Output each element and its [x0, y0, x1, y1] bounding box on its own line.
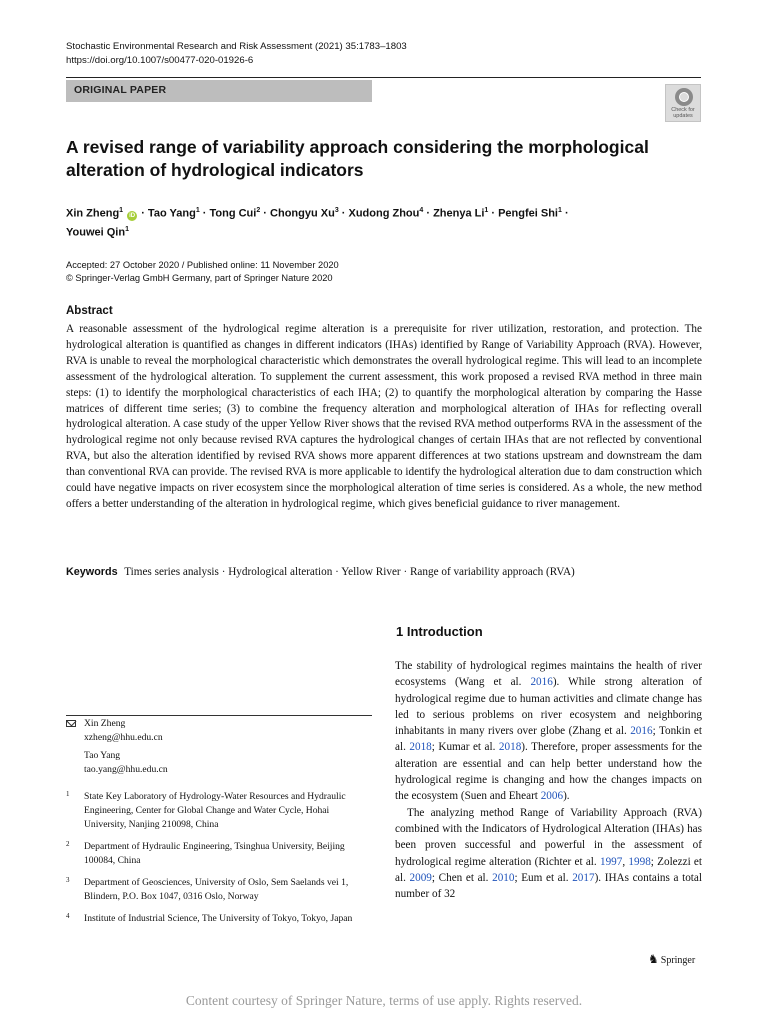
- keywords-text: Times series analysis · Hydrological alteration · Yellow River · Range of variability approach (RVA): [124, 566, 575, 578]
- author-separator: ·: [423, 207, 434, 220]
- citation-link[interactable]: 2018: [498, 741, 522, 754]
- citation-link[interactable]: 2018: [409, 741, 432, 754]
- author-affiliation-number: 1: [125, 225, 129, 233]
- author-name[interactable]: Tong Cui: [209, 207, 257, 220]
- paragraph-text: ; Eum et al.: [514, 871, 573, 884]
- citation-link[interactable]: 1998: [628, 855, 651, 868]
- paragraph-text: The analyzing method Range of Variability Approach (RVA) combined with the Indicators of Hydrological Alteration (IHAs) has been proven successful and powerful in the assessment of hydrological regime alteration (Richter et al.: [395, 806, 702, 868]
- affiliation-number: 2: [66, 840, 70, 848]
- springer-horse-icon: ♞: [648, 952, 659, 966]
- affiliation-text: Institute of Industrial Science, The University of Tokyo, Tokyo, Japan: [84, 913, 353, 924]
- paper-type-banner: [66, 80, 372, 102]
- author-name[interactable]: Xin Zheng: [66, 207, 120, 220]
- keywords-label: Keywords: [66, 566, 118, 578]
- header-rule: [66, 77, 701, 78]
- abstract-text: A reasonable assessment of the hydrological regime alteration is a prerequisite for river utilization, restoration, and protection. The hydrological alteration is quantified as changes in different indicators (IHAs) identified by Range of Variability Approach (RVA). However, RVA is unable to reveal the morphological characteristic which demonstrates the overall hydrological regime. This will lead to an incomplete assessment of the hydrological alteration. To supplement the current assessment, this work proposed a revised RVA method in three main steps: (1) to identify the morphological characteristics of each IHA; (2) to quantify the morphological alteration by comparing the Hasse matrices of different time series; (3) to combine the frequency alteration and morphological alteration of IHAs for reflecting overall hydrological alteration. A case study of the upper Yellow River shows that the revised RVA method outperforms RVA in the assessment of the hydrological regime not only because revised RVA captures the hydrological changes of certain IHAs that are not reflected by conventional RVA, but also the alteration identified by revised RVA shows more apparent differences at two stations upstream and downstream the dam than conventional RVA can provide. The revised RVA is more applicable to identify the hydrological alteration due to dam construction which could have negative impacts on river ecosystem since the morphological alteration of time series is considered. As a whole, the new method offers a better understanding of the alteration in hydrological regime, which gives beneficial guidance to river management.: [66, 323, 702, 510]
- publication-dates: [66, 259, 339, 285]
- paragraph-text: ,: [622, 855, 629, 868]
- author-separator: ·: [260, 207, 271, 220]
- author-affiliation-number: 1: [558, 207, 562, 214]
- citation-link[interactable]: 2017: [572, 871, 595, 884]
- introduction-paragraph: [395, 805, 702, 903]
- correspondence: [66, 717, 372, 777]
- author-name[interactable]: Xudong Zhou: [348, 207, 420, 220]
- accepted-date: Accepted: 27 October 2020 / Published online: 11 November 2020: [66, 260, 339, 270]
- author-affiliation-number: 2: [256, 207, 261, 214]
- check-for-updates-label: Check for updates: [671, 107, 695, 119]
- paragraph-text: ; Tonkin et al.: [395, 725, 703, 754]
- paragraph-text: ; Kumar et al.: [431, 741, 499, 754]
- affiliation-text: State Key Laboratory of Hydrology-Water Resources and Hydraulic Engineering, Center for Global Change and Water Cycle, Hohai University, Nanjing 210098, China: [84, 791, 346, 830]
- journal-header: [66, 40, 407, 68]
- citation-link[interactable]: 2009: [409, 871, 432, 884]
- author-affiliation-number: 1: [484, 207, 489, 214]
- keywords: [66, 565, 702, 580]
- paragraph-text: The stability of hydrological regimes maintains the health of river ecosystems (Wang et al.: [395, 660, 702, 689]
- paragraph-text: ). IHAs contains a total number of 32: [395, 871, 702, 901]
- citation-link[interactable]: 2016: [630, 725, 653, 738]
- paper-type-label: ORIGINAL PAPER: [74, 84, 167, 96]
- crossmark-icon: [675, 88, 693, 106]
- author-separator: ·: [338, 207, 349, 220]
- author-name[interactable]: Zhenya Li: [433, 207, 485, 220]
- affiliation-number: 1: [66, 790, 70, 798]
- author-name[interactable]: Chongyu Xu: [270, 207, 335, 220]
- paragraph-text: ; Chen et al.: [431, 871, 493, 884]
- envelope-icon: [66, 720, 76, 727]
- affiliation-text: Department of Hydraulic Engineering, Tsinghua University, Beijing 100084, China: [84, 841, 345, 866]
- paper-title: A revised range of variability approach considering the morphological alteration of hydrological indicators: [66, 137, 649, 180]
- copyright-notice: © Springer-Verlag GmbH Germany, part of Springer Nature 2020: [66, 273, 333, 283]
- email-link[interactable]: tao.yang@hhu.edu.cn: [84, 764, 168, 775]
- affiliation-number: 4: [66, 912, 70, 920]
- correspondence-entry: [66, 749, 372, 777]
- doi-link[interactable]: https://doi.org/10.1007/s00477-020-01926-6: [66, 55, 254, 66]
- author-list: [66, 203, 706, 240]
- paragraph-text: ).: [563, 790, 570, 803]
- affiliations: [66, 790, 372, 934]
- paragraph-text: ). While strong alteration of hydrological regime due to human activities and climate change has led to serious problems on river ecosystem and neighboring inhabitants in many rivers over globe (Zhang et al.: [395, 676, 702, 738]
- citation-link[interactable]: 2010: [492, 871, 515, 884]
- affiliation-number: 3: [66, 876, 70, 884]
- author-name[interactable]: Tao Yang: [147, 207, 196, 220]
- author-affiliation-number: 1: [195, 207, 200, 214]
- affiliation-entry: [66, 912, 372, 926]
- abstract-heading: Abstract: [66, 305, 113, 317]
- affiliation-text: Department of Geosciences, University of Oslo, Sem Saelands vei 1, Blindern, P.O. Box 1047, 0316 Oslo, Norway: [84, 877, 349, 902]
- citation-link[interactable]: 2006: [540, 790, 564, 803]
- author-affiliation-number: 1: [119, 207, 124, 214]
- author-name[interactable]: Pengfei Shi: [498, 207, 558, 220]
- paragraph-text: ; Zolezzi et al.: [395, 855, 703, 884]
- courtesy-notice: Content courtesy of Springer Nature, terms of use apply. Rights reserved.: [185, 993, 583, 1008]
- affiliation-entry: [66, 876, 372, 904]
- author-affiliation-number: 3: [334, 207, 339, 214]
- introduction-body: [395, 658, 702, 902]
- correspondence-list: [66, 717, 372, 777]
- author-separator: ·: [561, 207, 569, 220]
- publisher-name: Springer: [660, 955, 696, 966]
- journal-citation: Stochastic Environmental Research and Risk Assessment (2021) 35:1783–1803: [66, 41, 407, 52]
- email-link[interactable]: xzheng@hhu.edu.cn: [84, 732, 163, 743]
- publisher-logo: [648, 952, 695, 967]
- affiliation-entry: [66, 790, 372, 832]
- affiliation-entry: [66, 840, 372, 868]
- correspondence-entry: [66, 717, 372, 745]
- citation-link[interactable]: 1997: [599, 855, 623, 868]
- author-separator: ·: [488, 207, 499, 220]
- author-affiliation-number: 4: [419, 207, 424, 214]
- author-name[interactable]: Youwei Qin: [66, 226, 126, 239]
- orcid-icon[interactable]: iD: [129, 212, 136, 219]
- footnote-rule: [66, 715, 372, 716]
- corresponding-author-name: Tao Yang: [84, 750, 121, 761]
- corresponding-author-name: Xin Zheng: [84, 718, 126, 729]
- introduction-heading: 1 Introduction: [396, 624, 483, 639]
- citation-link[interactable]: 2016: [530, 676, 553, 689]
- author-separator: ·: [199, 207, 210, 220]
- introduction-paragraph: [395, 658, 702, 805]
- author-separator: ·: [138, 207, 148, 220]
- paragraph-text: ). Therefore, proper assessments for the alteration are essential and can help better understand how the hydrological regime is changing and how the changes impacts on the ecosystem (Suen and Eheart: [395, 741, 702, 803]
- check-for-updates-button[interactable]: [665, 84, 701, 122]
